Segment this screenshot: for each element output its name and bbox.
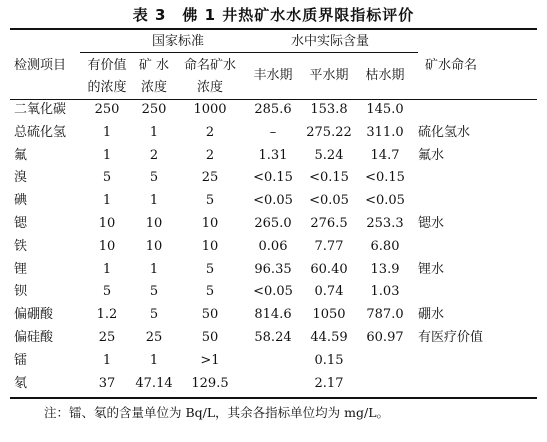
table-cell-item: 氟: [14, 148, 28, 163]
table-cell-name: 有医疗价值: [418, 330, 484, 345]
table-cell-item: 氡: [14, 376, 28, 391]
table-cell-naming: >1: [200, 353, 220, 368]
table-cell-item: 镭: [14, 353, 28, 368]
table-cell-item: 碘: [14, 193, 28, 208]
table-cell-normal: <0.15: [309, 170, 349, 185]
table-cell-normal: 5.24: [314, 148, 344, 163]
table-cell-name: 硼水: [418, 307, 445, 322]
table-cell-mineral: 5: [149, 284, 159, 299]
table-cell-item: 溴: [14, 170, 28, 185]
header-naming-line2: 浓度: [196, 80, 224, 95]
table-cell-mineral: 1: [149, 125, 159, 140]
table-cell-effective: 250: [94, 102, 120, 117]
table-cell-name: 硫化氢水: [418, 125, 471, 140]
table-cell-effective: 5: [102, 170, 112, 185]
table-cell-dry: 1.03: [370, 284, 400, 299]
table-cell-item: 总硫化氢: [14, 125, 67, 140]
table-cell-effective: 1: [102, 193, 112, 208]
header-naming-line1: 命名矿水: [183, 58, 237, 73]
table-top-rule: [10, 28, 537, 30]
table-cell-mineral: 5: [149, 170, 159, 185]
table-cell-dry: 13.9: [370, 262, 400, 277]
table-cell-wet: 285.6: [254, 102, 292, 117]
header-mineral-water-name: 矿水命名: [425, 58, 478, 73]
header-item: 检测项目: [14, 58, 67, 73]
table-cell-normal: <0.05: [309, 193, 349, 208]
table-cell-effective: 25: [98, 330, 116, 345]
table-cell-name: 锂水: [418, 262, 445, 277]
table-cell-effective: 37: [98, 376, 116, 391]
table-cell-effective: 10: [98, 239, 116, 254]
table-cell-wet: <0.05: [253, 193, 293, 208]
table-cell-wet: 58.24: [254, 330, 292, 345]
measured-content-underline: [252, 52, 418, 53]
table-cell-wet: –: [269, 125, 277, 140]
table-cell-wet: 265.0: [254, 216, 292, 231]
table-cell-effective: 10: [98, 216, 116, 231]
table-cell-effective: 1: [102, 353, 112, 368]
table-cell-naming: 129.5: [191, 376, 229, 391]
table-cell-naming: 25: [201, 170, 219, 185]
table-cell-normal: 60.40: [310, 262, 348, 277]
header-mineral-line1: 矿 水: [138, 58, 170, 73]
table-cell-mineral: 25: [145, 330, 163, 345]
table-cell-dry: <0.15: [365, 170, 405, 185]
header-effective-line2: 的浓度: [87, 80, 127, 95]
table-cell-mineral: 250: [141, 102, 167, 117]
table-cell-naming: 2: [205, 125, 215, 140]
table-cell-naming: 10: [201, 216, 219, 231]
table-cell-wet: <0.15: [253, 170, 293, 185]
table-cell-item: 偏硅酸: [14, 330, 54, 345]
table-cell-mineral: 2: [149, 148, 159, 163]
table-cell-wet: 96.35: [254, 262, 292, 277]
table-cell-wet: 814.6: [254, 307, 292, 322]
table-cell-normal: 2.17: [314, 376, 344, 391]
table-cell-name: 锶水: [418, 216, 445, 231]
table-cell-item: 偏硼酸: [14, 307, 54, 322]
table-cell-wet: 0.06: [258, 239, 288, 254]
table-cell-normal: 275.22: [306, 125, 352, 140]
table-cell-naming: 50: [201, 330, 219, 345]
table-cell-naming: 10: [201, 239, 219, 254]
table-cell-normal: 276.5: [310, 216, 348, 231]
table-cell-effective: 1: [102, 262, 112, 277]
table-cell-naming: 5: [205, 193, 215, 208]
table-cell-wet: 1.31: [258, 148, 288, 163]
table-note: 注：镭、氡的含量单位为 Bq/L，其余各指标单位均为 mg/L。: [44, 405, 390, 420]
table-cell-normal: 0.15: [314, 353, 344, 368]
header-dry-season: 枯水期: [365, 68, 405, 83]
table-cell-item: 二氧化碳: [14, 102, 67, 117]
table-cell-dry: 6.80: [370, 239, 400, 254]
header-bottom-rule: [10, 99, 537, 100]
table-cell-dry: 60.97: [366, 330, 404, 345]
table-cell-naming: 1000: [193, 102, 227, 117]
table-cell-item: 锶: [14, 216, 28, 231]
table-cell-effective: 1.2: [96, 307, 118, 322]
table-cell-mineral: 10: [145, 216, 163, 231]
table-cell-item: 铁: [14, 239, 28, 254]
table-cell-normal: 153.8: [310, 102, 348, 117]
table-cell-normal: 1050: [312, 307, 346, 322]
table-cell-dry: 145.0: [366, 102, 404, 117]
table-cell-dry: 787.0: [366, 307, 404, 322]
header-effective-line1: 有价值: [87, 58, 127, 73]
table-cell-item: 锂: [14, 262, 28, 277]
table-cell-effective: 1: [102, 148, 112, 163]
table-cell-naming: 5: [205, 284, 215, 299]
national-standard-underline: [80, 52, 252, 53]
table-cell-effective: 5: [102, 284, 112, 299]
table-cell-dry: 253.3: [366, 216, 404, 231]
header-measured-content: 水中实际含量: [290, 34, 370, 49]
table-cell-mineral: 1: [149, 353, 159, 368]
table-cell-mineral: 5: [149, 307, 159, 322]
table-cell-mineral: 47.14: [135, 376, 173, 391]
table-cell-normal: 7.77: [314, 239, 344, 254]
header-wet-season: 丰水期: [253, 68, 293, 83]
table-cell-name: 氟水: [418, 148, 445, 163]
table-title: 表 3 佛 1 井热矿水水质界限指标评价: [132, 6, 415, 24]
table-cell-normal: 44.59: [310, 330, 348, 345]
table-cell-effective: 1: [102, 125, 112, 140]
table-cell-mineral: 1: [149, 193, 159, 208]
table-cell-dry: 311.0: [366, 125, 404, 140]
table-cell-wet: <0.05: [253, 284, 293, 299]
header-normal-season: 平水期: [309, 68, 349, 83]
table-cell-normal: 0.74: [314, 284, 344, 299]
table-cell-naming: 2: [205, 148, 215, 163]
table-cell-mineral: 10: [145, 239, 163, 254]
table-cell-mineral: 1: [149, 262, 159, 277]
table-cell-dry: <0.05: [365, 193, 405, 208]
table-cell-item: 钡: [14, 284, 28, 299]
table-cell-dry: 14.7: [370, 148, 400, 163]
table-cell-naming: 50: [201, 307, 219, 322]
table-bottom-rule: [10, 397, 537, 399]
header-mineral-line2: 浓度: [140, 80, 168, 95]
table-cell-naming: 5: [205, 262, 215, 277]
header-national-standard: 国家标准: [151, 34, 205, 49]
